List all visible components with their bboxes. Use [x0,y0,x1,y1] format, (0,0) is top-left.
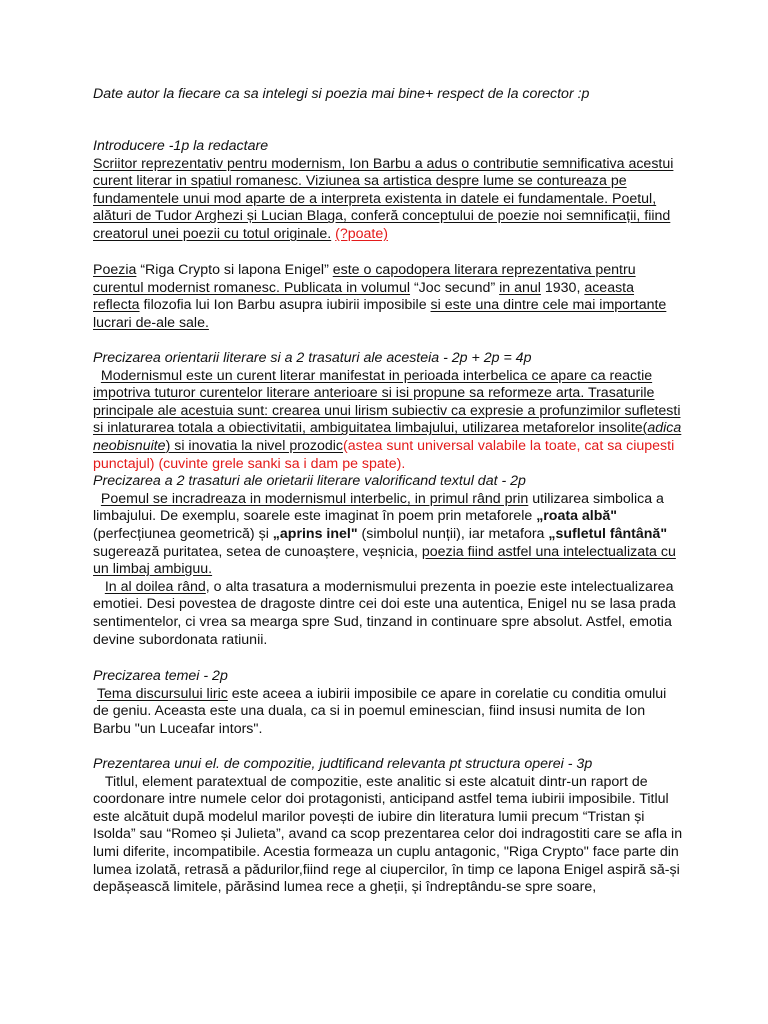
composition-paragraph [93,774,683,897]
theme-section [93,668,683,738]
traits-text-2: (perfecțiunea geometrică) și [93,525,273,542]
orientation-section [93,350,683,649]
theme-paragraph [93,686,683,739]
orientation-text: Modernismul este un curent literar manifestat in perioada interbelica ce apare ca reactie impotriva tuturor curentelor literare anterioare si isi propune sa reformeze arta. Trasaturile principale ale acestuia sunt: crearea unui lirism subiectiv ca expresie a profunzimilor sufletesti si inlaturarea totala a obiectivitatii, ambiguitatea limbajului, utilizarea metaforelor insolite( [93,367,681,437]
orientation-italic: adica neobisnuite [93,420,682,454]
poem-intro-underlined-3: aceasta reflecta [93,279,635,314]
orientation-heading: Precizarea orientarii literare si a 2 trasaturi ale acesteia - 2p + 2p = 4p [93,350,532,366]
traits-text-1: utilizarea simbolica a limbajului. De exemplu, soarele este imaginat în poem prin metaforele [93,490,664,525]
composition-text: Titlul, element paratextual de compozitie, este analitic si este alcatuit dintr-un raport de coordonare intre numele celor doi protagonisti, anticipand astfel tema iubirii imposibile. Titlul este alcătuit după modelul marilor povești de iubire din literatura lumii precum “Tristan și Isolda” sau “Romeo și Julieta”, avand ca scop prezentarea celor doi indragostiti care se afla in lumi diferite, incompatibile. Acestia formeaza un cuplu antagonic, "Riga Crypto" face parte din lumea izolată, retrasă a pădurilor,fiind rege al ciupercilor, în timp ce lapona Enigel aspiră să-și depășească limitele, părăsind lumea rece a gheții, și îndreptându-se spre soare, [93,773,683,896]
poem-title: “Riga Crypto si lapona Enigel” [136,262,333,278]
traits-paragraph-2 [93,579,683,649]
intro-note: (?poate) [335,225,388,242]
header-note: Date autor la fiecare ca sa intelegi si poezia mai bine+ respect de la corector :p [93,86,590,102]
metaphor-sufletul-fantana: „sufletul fântână" [548,525,668,542]
metaphor-roata-alba: „roata albă" [536,508,618,525]
orientation-red-note: (astea sunt universal valabile la toate, cat sa ciupesti punctajul) (cuvinte grele sanki sa i dam pe spate). [93,437,675,472]
composition-section [93,756,683,897]
poem-intro-paragraph [93,262,683,332]
poem-intro-underlined-1: este o capodopera literara reprezentativa pentru curentul modernist romanesc. Publicata in volumul [93,262,636,296]
theme-text: este aceea a iubirii imposibile ce apare in corelatie cu conditia omului de geniu. Aceasta este una duala, ca si in poemul eminescian, fiind insusi numita de Ion Barbu "un Luceafar intors". [93,685,667,737]
traits-underlined-2: poezia fiind astfel una intelectualizata cu un limbaj ambiguu. [93,543,676,578]
poem-intro-text: filozofia lui Ion Barbu asupra iubirii imposibile [139,297,431,314]
intro-text: Scriitor reprezentativ pentru modernism, Ion Barbu a adus o contributie semnificativa acestui curent literar in spatiul romanesc. Viziunea sa artistica despre lume se contureaza pe fundamentele unui mod aparte de a interpreta existenta in datele ei fundamentale. Poetul, alături de Tudor Arghezi și Lucian Blaga, conferă conceptului de poezie noi semnificații, fiind creatorul unei poezii cu totul originale. [93,155,674,242]
poem-intro-underlined-2: in anul [499,279,541,296]
poem-year: 1930, [540,279,585,296]
traits-text-4: sugerează puritatea, setea de cunoaștere, veșnicia, [93,543,422,560]
traits-paragraph-1 [93,491,683,579]
traits-heading: Precizarea a 2 trasaturi ale orietarii literare valorificand textul dat - 2p [93,473,526,490]
intro-paragraph [93,156,683,244]
theme-heading: Precizarea temei - 2p [93,668,228,684]
orientation-text-2: ) si inovatia la nivel prozodic [165,437,344,454]
traits-text-3: (simbolul nunții), iar metafora [357,525,549,542]
intro-section [93,138,683,244]
traits-underlined-3: In al doilea rând [104,578,206,595]
poem-intro-underlined-4: si este una dintre cele mai importante lucrari de-ale sale. [93,297,667,331]
metaphor-aprins-inel: „aprins inel" [272,525,358,542]
orientation-paragraph [93,368,683,474]
volume-title: “Joc secund” [410,279,500,296]
traits-underlined-1: Poemul se incradreaza in modernismul interbelic, in primul rând prin [100,490,529,507]
poem-word: Poezia [93,262,137,278]
intro-heading: Introducere -1p la redactare [93,138,269,154]
composition-heading: Prezentarea unui el. de compozitie, judtificand relevanta pt structura operei - 3p [93,756,593,772]
traits-text-5: , o alta trasatura a modernismului prezenta in poezie este intelectualizarea emotiei. Desi povestea de dragoste dintre cei doi este una autentica, Enigel nu se lasa prada sentimentelor, ci vrea sa mearga spre Sud, tinzand in continuare spre absolut. Astfel, emotia devine subordonata ratiunii. [93,578,676,648]
theme-underlined: Tema discursului liric [96,685,228,702]
